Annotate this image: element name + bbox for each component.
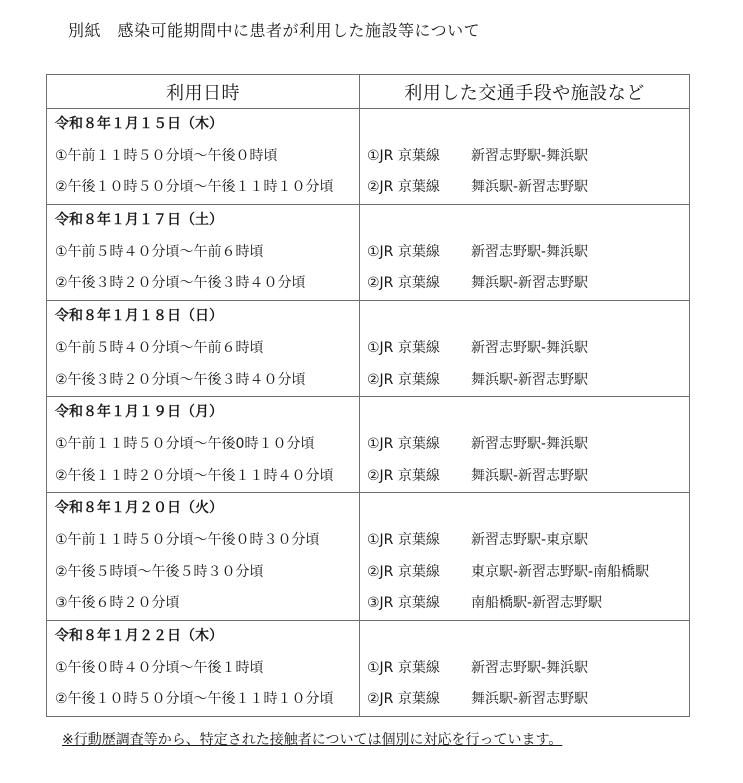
visit-date: 令和８年１月２０日（火）: [55, 500, 223, 517]
facility-cell: [360, 621, 690, 717]
visit-time: ③午後６時２０分頃: [55, 595, 180, 612]
route: 新習志野駅-舞浜駅: [471, 243, 589, 260]
table-row: [47, 205, 690, 301]
header-date-time: 利用日時: [47, 75, 360, 109]
visit-time: ①午前１１時５０分頃～午後０時３０分頃: [55, 531, 320, 548]
date-time-cell: [47, 301, 360, 397]
visit-date: 令和８年１月１９日（月）: [55, 404, 223, 421]
facility-entry: [360, 141, 689, 173]
visit-time: ②午後３時２０分頃～午後３時４０分頃: [55, 371, 306, 388]
route: 南船橋駅-新習志野駅: [471, 595, 603, 612]
route: 舞浜駅-新習志野駅: [471, 467, 589, 484]
railway-line: ①JR 京葉線: [367, 147, 440, 164]
facility-entry: [360, 588, 689, 620]
visit-date: 令和８年１月１５日（木）: [55, 116, 223, 132]
route: 新習志野駅-舞浜駅: [471, 435, 589, 452]
route: 舞浜駅-新習志野駅: [471, 275, 589, 292]
visit-time: ①午前１１時５０分頃～午後0時１０分頃: [55, 435, 315, 452]
route: 新習志野駅-舞浜駅: [471, 147, 589, 164]
facility-entry: [360, 365, 689, 397]
railway-line: ②JR 京葉線: [367, 275, 440, 292]
date-time-cell: [47, 493, 360, 621]
table-header-row: [47, 75, 690, 109]
date-time-cell: [47, 621, 360, 717]
facility-entry: [360, 172, 689, 204]
route: 新習志野駅-舞浜駅: [471, 339, 589, 356]
facility-cell: [360, 301, 690, 397]
railway-line: ①JR 京葉線: [367, 339, 440, 356]
date-time-cell: [47, 109, 360, 205]
facility-entry: [360, 237, 689, 269]
document-title: 別紙 感染可能期間中に患者が利用した施設等について: [68, 21, 481, 40]
visit-time: ①午前１１時５０分頃～午後０時頃: [55, 147, 278, 164]
visit-date: 令和８年１月１７日（土）: [55, 212, 223, 229]
table-row: [47, 621, 690, 717]
facility-entry: [360, 557, 689, 589]
facility-entry: [360, 429, 689, 461]
visit-date: 令和８年１月１８日（日）: [55, 308, 223, 325]
facility-table: [46, 74, 690, 717]
footnote: ※行動歴調査等から、特定された接触者については個別に対応を行っています。: [62, 732, 563, 748]
visit-date: 令和８年１月２２日（木）: [55, 628, 223, 644]
railway-line: ③JR 京葉線: [367, 595, 440, 612]
visit-time: ②午後１０時５０分頃～午後１１時１０分頃: [55, 179, 334, 196]
railway-line: ②JR 京葉線: [367, 691, 440, 708]
railway-line: ②JR 京葉線: [367, 179, 440, 196]
facility-entry: [360, 525, 689, 557]
railway-line: ②JR 京葉線: [367, 371, 440, 388]
railway-line: ①JR 京葉線: [367, 243, 440, 260]
railway-line: ①JR 京葉線: [367, 531, 440, 548]
route: 東京駅-新習志野駅-南船橋駅: [471, 563, 650, 580]
visit-time: ②午後３時２０分頃～午後３時４０分頃: [55, 275, 306, 292]
route: 舞浜駅-新習志野駅: [471, 691, 589, 708]
facility-cell: [360, 493, 690, 621]
visit-time: ②午後５時頃～午後５時３０分頃: [55, 563, 264, 580]
route: 舞浜駅-新習志野駅: [471, 371, 589, 388]
facility-cell: [360, 109, 690, 205]
facility-entry: [360, 333, 689, 365]
route: 新習志野駅-舞浜駅: [471, 659, 589, 676]
facility-entry: [360, 268, 689, 300]
railway-line: ②JR 京葉線: [367, 563, 440, 580]
railway-line: ①JR 京葉線: [367, 435, 440, 452]
table-row: [47, 301, 690, 397]
visit-time: ②午後１１時２０分頃～午後１１時４０分頃: [55, 467, 334, 484]
table-row: [47, 397, 690, 493]
facility-entry: [360, 461, 689, 493]
visit-time: ①午前５時４０分頃～午前６時頃: [55, 339, 264, 356]
date-time-cell: [47, 205, 360, 301]
table-row: [47, 493, 690, 621]
visit-time: ①午後０時４０分頃～午後１時頃: [55, 659, 264, 676]
facility-entry: [360, 684, 689, 716]
header-facilities: 利用した交通手段や施設など: [360, 75, 690, 109]
date-time-cell: [47, 397, 360, 493]
table-row: [47, 109, 690, 205]
visit-time: ②午後１０時５０分頃～午後１１時１０分頃: [55, 691, 334, 708]
facility-entry: [360, 653, 689, 685]
route: 舞浜駅-新習志野駅: [471, 179, 589, 196]
railway-line: ①JR 京葉線: [367, 659, 440, 676]
railway-line: ②JR 京葉線: [367, 467, 440, 484]
route: 新習志野駅-東京駅: [471, 531, 589, 548]
facility-cell: [360, 397, 690, 493]
facility-cell: [360, 205, 690, 301]
visit-time: ①午前５時４０分頃～午前６時頃: [55, 243, 264, 260]
